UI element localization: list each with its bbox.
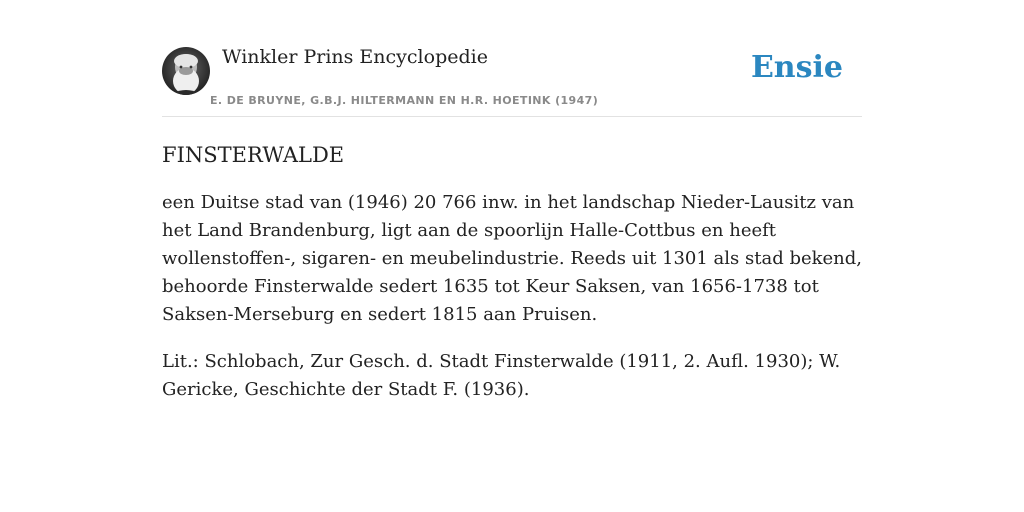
literature-paragraph: Lit.: Schlobach, Zur Gesch. d. Stadt Finsterwalde (1911, 2. Aufl. 1930); W. Gericke, Geschichte der Stadt F. (1936).	[162, 351, 841, 400]
author-portrait-avatar[interactable]	[162, 47, 210, 95]
article	[162, 138, 862, 404]
encyclopedia-title[interactable]: Winkler Prins Encyclopedie	[222, 46, 488, 68]
article-paragraph: een Duitse stad van (1946) 20 766 inw. in het landschap Nieder-Lausitz van het Land Brandenburg, ligt aan de spoorlijn Halle-Cottbus en heeft wollenstoffen-, sigaren- en meubelindustrie. Reeds uit 1301 als stad bekend, behoorde Finsterwalde sedert 1635 tot Keur Saksen, van 1656-1738 tot Saksen-Merseburg en sedert 1815 aan Pruisen.	[162, 192, 863, 325]
article-headword: FINSTERWALDE	[162, 143, 345, 167]
authors-credit: E. DE BRUYNE, G.B.J. HILTERMANN EN H.R. HOETINK (1947)	[210, 94, 599, 107]
portrait-image	[162, 47, 210, 95]
ensie-logo-link[interactable]: Ensie	[750, 50, 843, 85]
source-header	[162, 44, 862, 117]
